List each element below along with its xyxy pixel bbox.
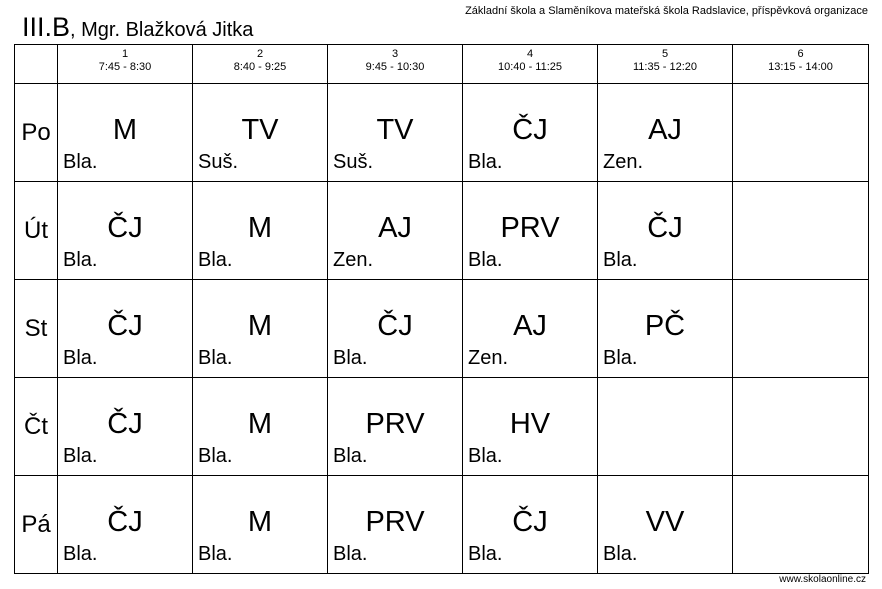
day-label: Čt [15, 378, 58, 476]
lesson-cell [598, 280, 733, 378]
lesson-cell [193, 476, 328, 574]
lesson-teacher: Bla. [603, 249, 638, 271]
period-time: 13:15 - 14:00 [768, 61, 833, 73]
lesson-cell [193, 378, 328, 476]
lesson-subject: ČJ [107, 408, 143, 440]
lesson-subject: ČJ [377, 310, 413, 342]
class-name: III.B [22, 12, 71, 42]
lesson-cell [598, 378, 733, 476]
lesson-cell [463, 84, 598, 182]
lesson-subject: TV [376, 114, 414, 146]
lesson-teacher: Bla. [468, 249, 503, 271]
lesson-cell [733, 84, 869, 182]
lesson-cell [58, 84, 193, 182]
lesson-subject: M [247, 310, 273, 342]
lesson-teacher: Bla. [63, 543, 98, 565]
period-number: 6 [797, 48, 804, 60]
lesson-cell [328, 84, 463, 182]
period-header [733, 45, 869, 84]
lesson-cell [193, 280, 328, 378]
lesson-subject: HV [509, 408, 551, 440]
period-time: 11:35 - 12:20 [632, 61, 697, 73]
school-name: Základní škola a Slaměníkova mateřská škola Radslavice, příspěvková organizace [465, 5, 868, 17]
lesson-cell [193, 182, 328, 280]
lesson-teacher: Zen. [468, 347, 509, 369]
lesson-subject: VV [645, 506, 685, 538]
lesson-teacher: Bla. [198, 347, 233, 369]
lesson-cell [193, 84, 328, 182]
lesson-cell [463, 182, 598, 280]
day-row [15, 182, 869, 280]
lesson-subject: PRV [500, 212, 560, 244]
period-time: 7:45 - 8:30 [98, 61, 152, 73]
period-number: 3 [391, 48, 399, 60]
corner-cell [15, 45, 58, 84]
lesson-subject: ČJ [107, 212, 143, 244]
lesson-teacher: Zen. [603, 151, 644, 173]
lesson-teacher: Bla. [198, 543, 233, 565]
day-label: St [15, 280, 58, 378]
lesson-cell [463, 476, 598, 574]
timetable [14, 44, 869, 574]
day-label: Po [15, 84, 58, 182]
day-row [15, 476, 869, 574]
lesson-subject: AJ [648, 114, 682, 146]
lesson-cell [58, 476, 193, 574]
footer-url: www.skolaonline.cz [779, 574, 866, 585]
lesson-cell [733, 378, 869, 476]
lesson-subject: M [112, 114, 138, 146]
period-time: 10:40 - 11:25 [497, 61, 562, 73]
lesson-teacher: Bla. [333, 543, 368, 565]
lesson-subject: AJ [378, 212, 412, 244]
lesson-subject: TV [241, 114, 279, 146]
period-time: 9:45 - 10:30 [365, 61, 425, 73]
lesson-teacher: Suš. [333, 151, 374, 173]
period-time: 8:40 - 9:25 [233, 61, 287, 73]
lesson-subject: M [247, 408, 273, 440]
lesson-subject: ČJ [512, 114, 548, 146]
lesson-subject: AJ [513, 310, 547, 342]
lesson-cell [58, 280, 193, 378]
day-row [15, 84, 869, 182]
page-title [22, 12, 253, 43]
lesson-cell [328, 280, 463, 378]
lesson-cell [598, 182, 733, 280]
lesson-teacher: Bla. [468, 151, 503, 173]
lesson-teacher: Bla. [63, 347, 98, 369]
lesson-subject: ČJ [647, 212, 683, 244]
lesson-teacher: Suš. [198, 151, 239, 173]
timetable-body [15, 45, 869, 574]
lesson-teacher: Bla. [63, 151, 98, 173]
lesson-cell [58, 378, 193, 476]
period-header-row [15, 45, 869, 84]
lesson-teacher: Bla. [63, 445, 98, 467]
lesson-cell [733, 182, 869, 280]
lesson-teacher: Bla. [603, 347, 638, 369]
lesson-teacher: Bla. [198, 249, 233, 271]
period-number: 5 [661, 48, 669, 60]
period-number: 4 [526, 48, 534, 60]
lesson-subject: ČJ [512, 506, 548, 538]
period-header [463, 45, 598, 84]
lesson-teacher: Bla. [63, 249, 98, 271]
lesson-cell [58, 182, 193, 280]
lesson-teacher: Bla. [198, 445, 233, 467]
lesson-teacher: Bla. [333, 347, 368, 369]
lesson-subject: M [247, 506, 273, 538]
lesson-subject: M [247, 212, 273, 244]
lesson-subject: ČJ [107, 506, 143, 538]
period-header [328, 45, 463, 84]
period-header [193, 45, 328, 84]
period-header [598, 45, 733, 84]
lesson-cell [328, 182, 463, 280]
lesson-subject: PČ [644, 310, 686, 342]
lesson-cell [733, 280, 869, 378]
lesson-teacher: Bla. [603, 543, 638, 565]
lesson-cell [463, 280, 598, 378]
day-label: Pá [15, 476, 58, 574]
lesson-teacher: Zen. [333, 249, 374, 271]
lesson-subject: PRV [365, 506, 425, 538]
lesson-cell [598, 476, 733, 574]
lesson-cell [733, 476, 869, 574]
lesson-cell [328, 378, 463, 476]
lesson-teacher: Bla. [468, 445, 503, 467]
lesson-teacher: Bla. [468, 543, 503, 565]
period-number: 1 [121, 48, 129, 60]
lesson-cell [463, 378, 598, 476]
lesson-cell [328, 476, 463, 574]
day-label: Út [15, 182, 58, 280]
class-teacher: , Mgr. Blažková Jitka [70, 19, 254, 41]
day-row [15, 378, 869, 476]
lesson-subject: PRV [365, 408, 425, 440]
period-number: 2 [256, 48, 264, 60]
lesson-teacher: Bla. [333, 445, 368, 467]
period-header [58, 45, 193, 84]
lesson-cell [598, 84, 733, 182]
lesson-subject: ČJ [107, 310, 143, 342]
day-row [15, 280, 869, 378]
